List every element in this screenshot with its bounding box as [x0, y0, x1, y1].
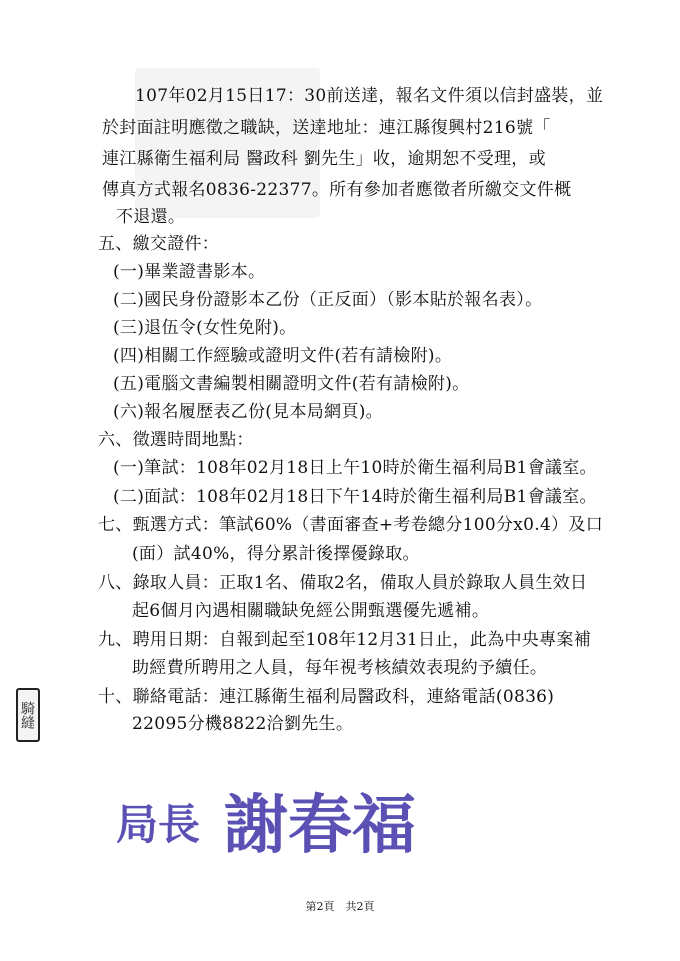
list-item: (三)退伍令(女性免附)。 — [113, 318, 297, 338]
body-line: 起6個月內遇相關職缺免經公開甄選優先遞補。 — [132, 601, 490, 621]
list-item: (四)相關工作經驗或證明文件(若有請檢附)。 — [113, 346, 453, 366]
body-line: (面）試40%，得分累計後擇優錄取。 — [132, 544, 420, 564]
section-heading: 六、徵選時間地點： — [98, 430, 254, 450]
body-line: 22095分機8822洽劉先生。 — [132, 714, 354, 734]
body-line: 107年02月15日17：30前送達，報名文件須以信封盛裝，並 — [135, 86, 604, 106]
list-item: (五)電腦文書編製相關證明文件(若有請檢附)。 — [113, 374, 470, 394]
body-line: 助經費所聘用之人員，每年視考核績效表現約予續任。 — [132, 658, 548, 678]
director-signature-stamp — [116, 770, 446, 863]
section-heading: 七、甄選方式：筆試60%（書面審查+考卷總分100分x0.4）及口 — [98, 515, 603, 535]
section-heading: 五、繳交證件： — [98, 234, 220, 254]
list-item: (二)國民身份證影本乙份（正反面）（影本貼於報名表）。 — [113, 290, 543, 310]
side-seal-stamp: 騎縫 — [16, 688, 40, 742]
body-line: 不退還。 — [116, 207, 186, 227]
list-item: (一)筆試：108年02月18日上午10時於衛生福利局B1會議室。 — [113, 458, 597, 478]
signature-title: 局長 — [116, 800, 201, 849]
list-item: (一)畢業證書影本。 — [113, 262, 266, 282]
list-item: (六)報名履歷表乙份(見本局網頁)。 — [113, 402, 383, 422]
section-heading: 十、聯絡電話：連江縣衛生福利局醫政科，連絡電話(0836) — [98, 687, 555, 707]
section-heading: 八、錄取人員：正取1名、備取2名，備取人員於錄取人員生效日 — [98, 573, 588, 593]
page-number: 第2頁 共2頁 — [305, 900, 375, 913]
body-line: 於封面註明應徵之職缺，送達地址：連江縣復興村216號「 — [102, 118, 551, 138]
section-heading: 九、聘用日期：自報到起至108年12月31日止，此為中央專案補 — [98, 630, 592, 650]
body-line: 傳真方式報名0836-22377。所有參加者應徵者所繳交文件概 — [102, 180, 572, 200]
list-item: (二)面試：108年02月18日下午14時於衛生福利局B1會議室。 — [113, 487, 597, 507]
body-line: 連江縣衛生福利局 醫政科 劉先生」收，逾期恕不受理，或 — [102, 149, 546, 169]
signature-name: 謝春福 — [224, 789, 416, 863]
